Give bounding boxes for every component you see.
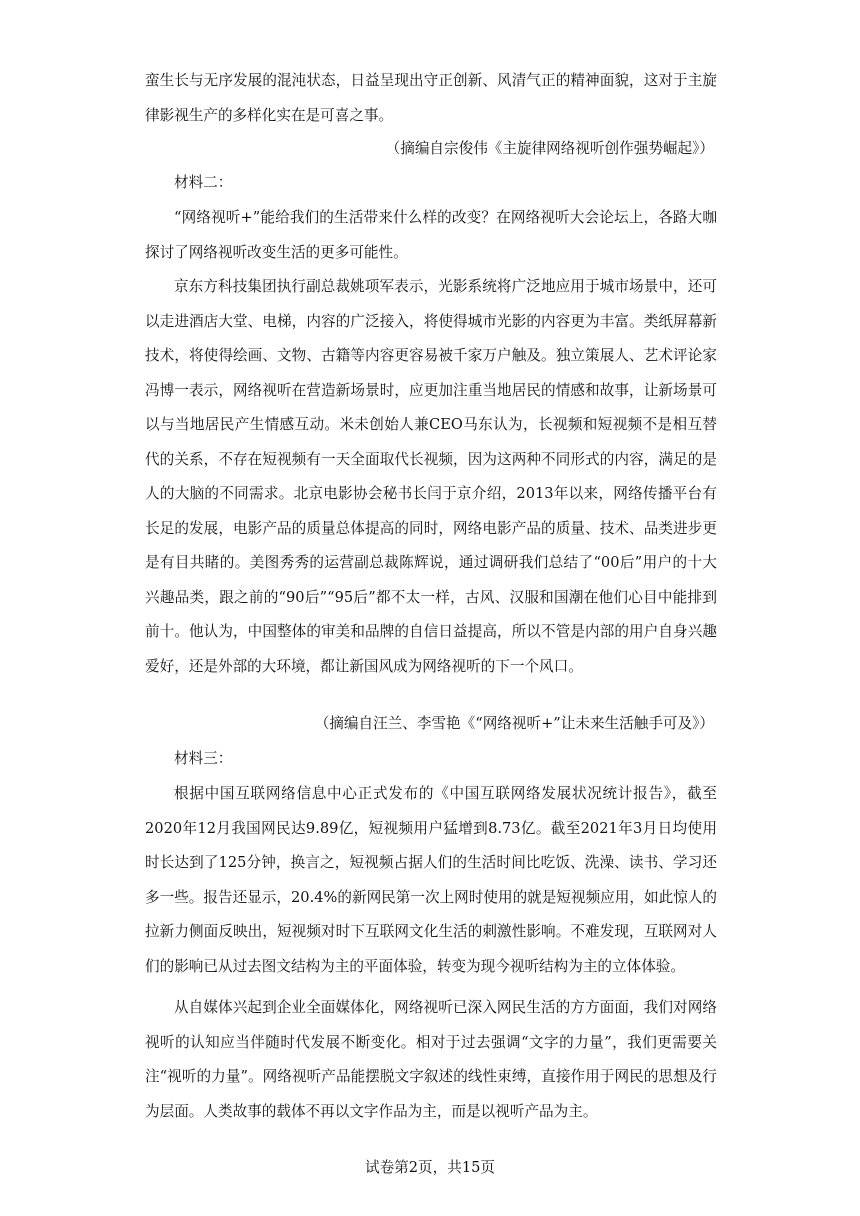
material3-paragraph-1: 根据中国互联网络信息中心正式发布的《中国互联网络发展状况统计报告》，截至2020年12月我国网民达9.89亿，短视频用户猛增到8.73亿。截至2021年3月日均使用时长达到了125分钟，换言之，短视频占据人们的生活时间比吃饭、洗澡、读书、学习还多一些。报告还显示，20.4%的新网民第一次上网时使用的就是短视频应用，如此惊人的拉新力侧面反映出，短视频对时下互联网文化生活的刺激性影响。不难发现，互联网对人们的影响已从过去图文结构为主的平面体验，转变为现今视听结构为主的立体体验。 (145, 785, 717, 975)
material2-source: （摘编自汪兰、李雪艳《“网络视听+”让未来生活触手可及》） (314, 715, 714, 732)
page-footer: 试卷第2页，共15页 (364, 1159, 495, 1176)
material1-source: （摘编自宗俊伟《主旋律网络视听创作强势崛起》） (385, 140, 714, 157)
material3-paragraph-2: 从自媒体兴起到企业全面媒体化，网络视听已深入网民生活的方方面面，我们对网络视听的认知应当伴随时代发展不断变化。相对于过去强调“文字的力量”，我们更需要关注“视听的力量”。网络视听产品能摆脱文字叙述的线性束缚，直接作用于网民的思想及行为层面。人类故事的载体不再以文字作品为主，而是以视听产品为主。 (145, 999, 717, 1120)
material1-tail: 蛮生长与无序发展的混沌状态，日益呈现出守正创新、风清气正的精神面貌，这对于主旋律影视生产的多样化实在是可喜之事。 (145, 72, 717, 124)
material2-paragraph-1: “网络视听+”能给我们的生活带来什么样的改变？在网络视听大会论坛上，各路大咖探讨了网络视听改变生活的更多可能性。 (145, 209, 717, 261)
material2-heading: 材料二： (174, 174, 233, 191)
material2-paragraph-2: 京东方科技集团执行副总裁姚项军表示，光影系统将广泛地应用于城市场景中，还可以走进酒店大堂、电梯，内容的广泛接入，将使得城市光影的内容更为丰富。类纸屏幕新技术，将使得绘画、文物、古籍等内容更容易被千家万户触及。独立策展人、艺术评论家冯博一表示，网络视听在营造新场景时，应更加注重当地居民的情感和故事，让新场景可以与当地居民产生情感互动。米未创始人兼CEO马东认为，长视频和短视频不是相互替代的关系，不存在短视频有一天全面取代长视频，因为这两种不同形式的内容，满足的是人的大脑的不同需求。北京电影协会秘书长闫于京介绍，2013年以来，网络传播平台有长足的发展，电影产品的质量总体提高的同时，网络电影产品的质量、技术、品类进步更是有目共睹的。美图秀秀的运营副总裁陈辉说，通过调研我们总结了“00后”用户的十大兴趣品类，跟之前的“90后”“95后”都不太一样，古风、汉服和国潮在他们心目中能排到前十。他认为，中国整体的审美和品牌的自信日益提高，所以不管是内部的用户自身兴趣爱好，还是外部的大环境，都让新国风成为网络视听的下一个风口。 (145, 278, 717, 675)
material3-heading: 材料三： (174, 750, 233, 767)
